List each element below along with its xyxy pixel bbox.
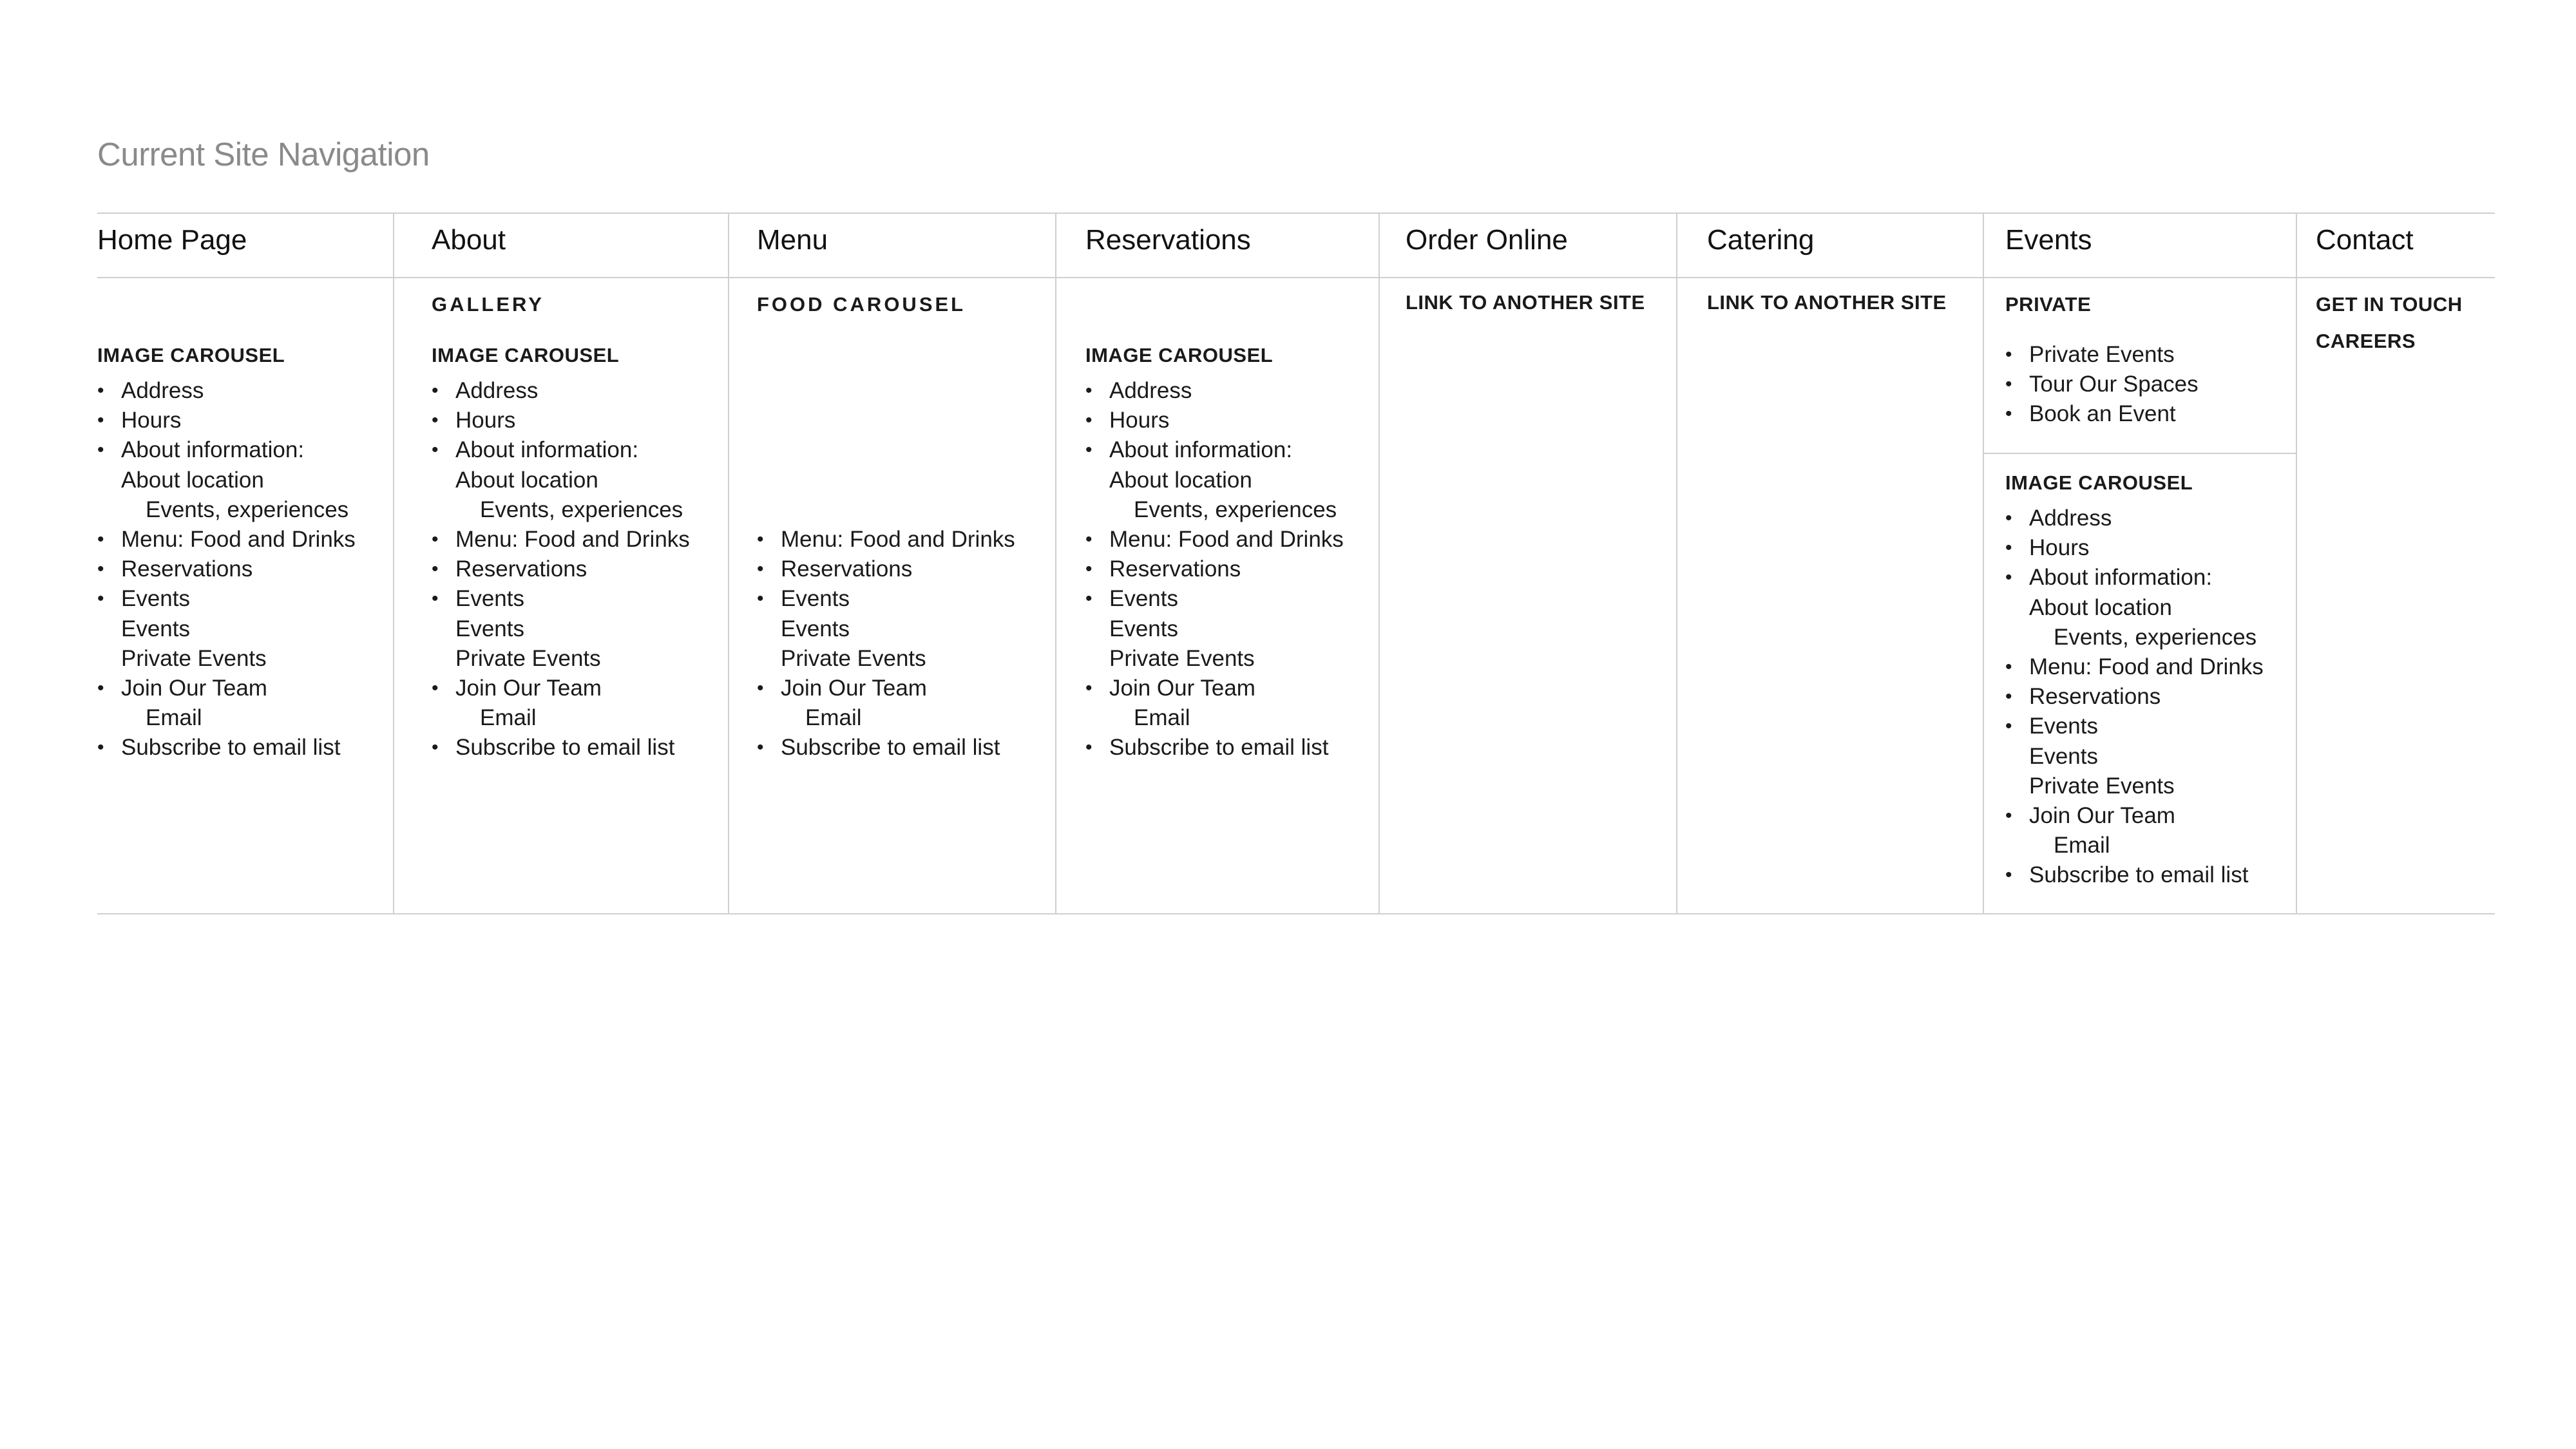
list-item <box>2005 399 2199 429</box>
list-item-label: Private Events <box>1109 645 1255 671</box>
list-item-label: Join Our Team <box>455 675 602 701</box>
list-item-label: Events <box>1109 586 1178 612</box>
list-item-label: Join Our Team <box>1109 675 1255 701</box>
bullet-icon: • <box>97 737 104 759</box>
column-order-online <box>1379 214 1676 913</box>
list-item-label: About location <box>121 467 264 493</box>
list-item-label: Events, experiences <box>1134 497 1337 522</box>
list-item-label: Hours <box>121 408 182 433</box>
list-item <box>757 554 1015 584</box>
list-item-label: Events <box>1109 616 1178 641</box>
section-label-careers: CAREERS <box>2316 330 2416 352</box>
list-item-label: Subscribe to email list <box>455 735 675 761</box>
list-item-label: Menu: Food and Drinks <box>121 526 356 552</box>
bullet-list-private <box>2005 340 2199 430</box>
list-item <box>1085 376 1344 406</box>
list-item-label: Events <box>455 586 524 612</box>
bullet-icon: • <box>97 558 104 580</box>
bullet-icon: • <box>432 528 439 550</box>
column-menu <box>728 214 1055 913</box>
section-label-food-carousel: FOOD CAROUSEL <box>757 293 966 316</box>
list-item-label: Subscribe to email list <box>781 735 1000 761</box>
bullet-list <box>1085 376 1344 762</box>
list-item <box>757 584 1015 614</box>
bullet-icon: • <box>2005 344 2012 365</box>
list-item-label: Email <box>480 705 537 731</box>
list-item <box>2005 682 2264 712</box>
bullet-icon: • <box>1085 677 1092 699</box>
column-header-menu: Menu <box>757 224 828 256</box>
list-item-continuation <box>432 644 690 674</box>
column-contact <box>2296 214 2495 913</box>
list-item-label: Join Our Team <box>781 675 927 701</box>
bullet-icon: • <box>97 410 104 431</box>
list-item-continuation <box>2005 772 2264 801</box>
list-item-label: Events <box>455 616 524 641</box>
list-item <box>97 554 356 584</box>
section-label-image-carousel: IMAGE CAROUSEL <box>2005 471 2193 494</box>
list-item-continuation <box>757 614 1015 644</box>
list-item <box>2005 652 2264 682</box>
column-header-order-online: Order Online <box>1406 224 1568 256</box>
bullet-icon: • <box>1085 528 1092 550</box>
bullet-icon: • <box>432 439 439 461</box>
bullet-icon: • <box>2005 715 2012 737</box>
column-header-home-page: Home Page <box>97 224 247 256</box>
list-item <box>757 674 1015 703</box>
list-item-label: Email <box>146 705 202 731</box>
list-item-label: Reservations <box>455 556 587 582</box>
list-item-label: Tour Our Spaces <box>2029 372 2199 397</box>
list-item <box>432 584 690 614</box>
list-item <box>1085 525 1344 554</box>
list-item-label: Book an Event <box>2029 401 2176 427</box>
list-item-label: Subscribe to email list <box>2029 862 2249 888</box>
list-item-continuation <box>1085 644 1344 674</box>
bullet-list <box>97 376 356 762</box>
list-item-label: Reservations <box>121 556 253 582</box>
bullet-icon: • <box>2005 864 2012 886</box>
bullet-list <box>757 525 1015 763</box>
list-item-continuation <box>2005 623 2264 652</box>
section-label-external-link: LINK TO ANOTHER SITE <box>1707 291 1947 314</box>
bullet-icon: • <box>2005 537 2012 559</box>
list-item-continuation <box>432 466 690 495</box>
list-item <box>2005 370 2199 399</box>
list-item-label: Address <box>455 378 539 403</box>
list-item-label: Reservations <box>781 556 913 582</box>
list-item-label: Private Events <box>121 645 267 671</box>
list-item-label: Join Our Team <box>121 675 267 701</box>
bullet-icon: • <box>2005 374 2012 395</box>
bullet-list <box>432 376 690 762</box>
list-item-label: Events <box>781 586 850 612</box>
navigation-table <box>97 213 2495 914</box>
list-item-label: About information: <box>1109 437 1293 463</box>
list-item-label: Menu: Food and Drinks <box>1109 526 1344 552</box>
bullet-icon: • <box>97 439 104 461</box>
list-item-label: About information: <box>121 437 305 463</box>
list-item-label: Menu: Food and Drinks <box>455 526 690 552</box>
list-item-continuation <box>1085 495 1344 525</box>
list-item-label: Address <box>121 378 204 403</box>
list-item <box>2005 563 2264 592</box>
bullet-icon: • <box>1085 588 1092 610</box>
list-item <box>2005 533 2264 563</box>
bullet-icon: • <box>97 677 104 699</box>
bullet-icon: • <box>97 528 104 550</box>
list-item-continuation <box>2005 593 2264 623</box>
column-header-events: Events <box>2005 224 2092 256</box>
list-item-label: Email <box>1134 705 1190 731</box>
list-item <box>432 554 690 584</box>
bullet-icon: • <box>2005 804 2012 826</box>
list-item-continuation <box>432 495 690 525</box>
bullet-icon: • <box>432 588 439 610</box>
list-item-label: Address <box>1109 378 1192 403</box>
list-item <box>432 525 690 554</box>
list-item <box>1085 406 1344 435</box>
bullet-icon: • <box>757 588 764 610</box>
list-item <box>1085 435 1344 465</box>
list-item-label: Events <box>781 616 850 641</box>
list-item-label: Events <box>2029 714 2098 739</box>
list-item-continuation <box>2005 742 2264 772</box>
bullet-icon: • <box>1085 737 1092 759</box>
column-catering <box>1676 214 1983 913</box>
bullet-icon: • <box>757 529 764 550</box>
list-item-label: Reservations <box>2029 684 2161 710</box>
column-events <box>1983 214 2296 913</box>
list-item-label: Private Events <box>455 645 601 671</box>
list-item-label: Hours <box>455 408 516 433</box>
section-label-private: PRIVATE <box>2005 293 2092 316</box>
bullet-icon: • <box>1085 439 1092 461</box>
list-item <box>432 406 690 435</box>
list-item <box>97 733 356 762</box>
list-item <box>1085 733 1344 762</box>
list-item-label: About location <box>1109 467 1252 493</box>
list-item <box>432 674 690 703</box>
bullet-icon: • <box>757 677 764 699</box>
list-item-label: Email <box>2054 833 2110 858</box>
bullet-icon: • <box>2005 686 2012 708</box>
list-item-label: Join Our Team <box>2029 802 2175 828</box>
section-label-gallery: GALLERY <box>432 293 544 316</box>
bullet-icon: • <box>1085 558 1092 580</box>
list-item <box>97 674 356 703</box>
list-item-label: Subscribe to email list <box>121 735 341 761</box>
list-item <box>1085 554 1344 584</box>
list-item-label: Events <box>2029 743 2098 769</box>
list-item-continuation <box>1085 703 1344 733</box>
list-item <box>2005 340 2199 370</box>
list-item <box>432 733 690 762</box>
list-item <box>1085 674 1344 703</box>
column-header-contact: Contact <box>2316 224 2414 256</box>
bullet-icon: • <box>757 737 764 759</box>
bullet-icon: • <box>2005 656 2012 677</box>
bullet-icon: • <box>2005 507 2012 529</box>
bullet-icon: • <box>97 588 104 610</box>
bullet-icon: • <box>2005 567 2012 589</box>
list-item-label: About location <box>455 467 598 493</box>
list-item <box>757 733 1015 762</box>
bullet-icon: • <box>432 677 439 699</box>
list-item-continuation <box>757 644 1015 674</box>
list-item-label: About location <box>2029 594 2172 620</box>
list-item-label: Events, experiences <box>480 497 683 522</box>
column-home-page <box>97 214 393 913</box>
section-label-image-carousel: IMAGE CAROUSEL <box>432 344 620 366</box>
list-item <box>1085 584 1344 614</box>
list-item-label: Hours <box>2029 535 2090 561</box>
list-item <box>2005 712 2264 741</box>
list-item <box>97 406 356 435</box>
list-item-label: Reservations <box>1109 556 1241 582</box>
list-item-label: Menu: Food and Drinks <box>781 527 1015 552</box>
list-item <box>757 525 1015 554</box>
list-item <box>432 435 690 465</box>
list-item-continuation <box>97 703 356 733</box>
section-label-get-in-touch: GET IN TOUCH <box>2316 293 2463 316</box>
list-item-label: Private Events <box>781 645 926 671</box>
bullet-icon: • <box>432 737 439 759</box>
bullet-icon: • <box>757 558 764 580</box>
list-item-label: Events <box>121 586 190 612</box>
list-item <box>2005 801 2264 831</box>
list-item-label: Private Events <box>2029 773 2175 799</box>
list-item-label: Events, experiences <box>146 497 349 522</box>
list-item-continuation <box>97 614 356 644</box>
list-item-continuation <box>97 495 356 525</box>
list-item-continuation <box>97 466 356 495</box>
list-item-continuation <box>1085 466 1344 495</box>
list-item-label: Address <box>2029 506 2112 531</box>
bullet-icon: • <box>1085 410 1092 431</box>
list-item-label: About information: <box>455 437 639 463</box>
list-item-label: Menu: Food and Drinks <box>2029 654 2264 679</box>
list-item-label: Private Events <box>2029 342 2175 367</box>
section-divider <box>1984 453 2296 454</box>
column-reservations <box>1055 214 1379 913</box>
page-title: Current Site Navigation <box>97 136 430 173</box>
list-item <box>97 376 356 406</box>
bullet-list <box>2005 504 2264 890</box>
list-item-continuation <box>432 614 690 644</box>
bullet-icon: • <box>432 558 439 580</box>
list-item-label: Subscribe to email list <box>1109 735 1329 761</box>
column-header-reservations: Reservations <box>1085 224 1251 256</box>
section-label-image-carousel: IMAGE CAROUSEL <box>97 344 285 366</box>
list-item-continuation <box>757 703 1015 733</box>
list-item-continuation <box>2005 831 2264 860</box>
list-item <box>97 584 356 614</box>
section-label-external-link: LINK TO ANOTHER SITE <box>1406 291 1645 314</box>
list-item-continuation <box>97 644 356 674</box>
list-item-label: Hours <box>1109 408 1170 433</box>
list-item <box>97 435 356 465</box>
list-item-label: About information: <box>2029 565 2213 591</box>
list-item <box>2005 504 2264 533</box>
list-item <box>432 376 690 406</box>
column-about <box>393 214 728 913</box>
list-item-label: Events <box>121 616 190 641</box>
list-item-label: Events, experiences <box>2054 624 2257 650</box>
column-header-catering: Catering <box>1707 224 1815 256</box>
bullet-icon: • <box>2005 403 2012 425</box>
bullet-icon: • <box>432 380 439 401</box>
list-item-continuation <box>1085 614 1344 644</box>
bullet-icon: • <box>432 410 439 431</box>
column-header-about: About <box>432 224 506 256</box>
list-item-label: Email <box>805 705 862 731</box>
section-label-image-carousel: IMAGE CAROUSEL <box>1085 344 1274 366</box>
bullet-icon: • <box>1085 380 1092 401</box>
list-item <box>97 525 356 554</box>
bullet-icon: • <box>97 380 104 401</box>
list-item <box>2005 860 2264 890</box>
list-item-continuation <box>432 703 690 733</box>
